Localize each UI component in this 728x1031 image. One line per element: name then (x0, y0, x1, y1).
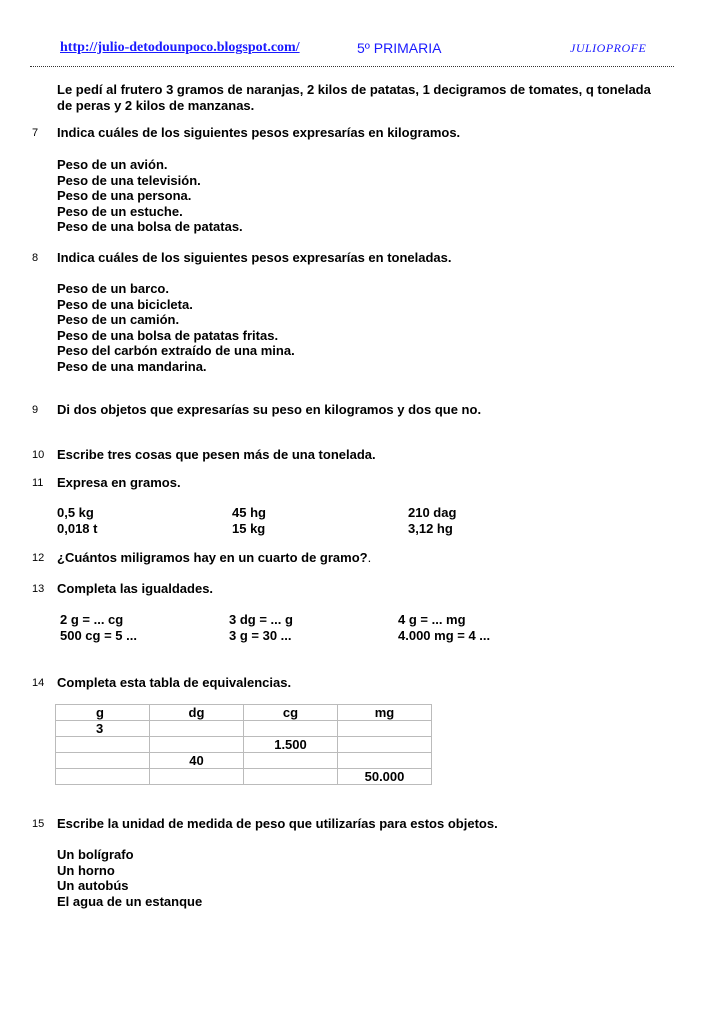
question-number-10: 10 (32, 449, 45, 461)
list-item: Peso del carbón extraído de una mina. (57, 343, 295, 358)
q11-cell: 0,018 t (57, 521, 98, 536)
intro-text (57, 82, 651, 113)
question-14-title: Completa esta tabla de equivalencias. (57, 675, 292, 690)
table-cell[interactable] (244, 769, 338, 785)
table-cell[interactable] (244, 753, 338, 769)
question-number-15: 15 (32, 818, 45, 830)
list-item: Peso de una bolsa de patatas. (57, 219, 243, 234)
table-cell[interactable] (150, 769, 244, 785)
equivalence-table (55, 704, 432, 785)
list-item: Peso de una mandarina. (57, 358, 207, 374)
question-number-13: 13 (32, 583, 45, 595)
table-cell[interactable] (338, 737, 432, 753)
q11-cell: 15 kg (232, 521, 266, 536)
table-cell[interactable]: 3 (56, 721, 150, 737)
list-item: Peso de una bicicleta. (57, 296, 193, 312)
grade-label: 5º PRIMARIA (357, 40, 442, 56)
table-cell[interactable] (150, 737, 244, 753)
table-cell[interactable]: 1.500 (244, 737, 338, 753)
question-8-title: Indica cuáles de los siguientes pesos expresarías en toneladas. (57, 250, 452, 265)
blog-link[interactable]: http://julio-detodounpoco.blogspot.com/ (60, 40, 300, 55)
list-item: Peso de una bolsa de patatas fritas. (57, 327, 279, 343)
table-header-cell: g (56, 705, 150, 721)
table-cell[interactable] (338, 721, 432, 737)
intro-line-2: de peras y 2 kilos de manzanas. (57, 97, 255, 113)
question-number-9: 9 (32, 404, 39, 416)
question-11-title: Expresa en gramos. (57, 475, 181, 490)
intro-line-1: Le pedí al frutero 3 gramos de naranjas, 2 kilos de patatas, 1 decigramos de tomates, q tonelada (57, 82, 651, 97)
q11-cell: 0,5 kg (57, 505, 94, 520)
table-row (56, 705, 432, 721)
list-item: Un autobús (57, 878, 129, 893)
q13-cell: 3 dg = ... g (229, 612, 293, 627)
question-number-8: 8 (32, 252, 39, 264)
q11-cell: 3,12 hg (408, 521, 453, 536)
list-item: Un horno (57, 862, 115, 878)
table-cell[interactable]: 40 (150, 753, 244, 769)
page-header (0, 40, 728, 62)
question-12-tail: . (367, 550, 372, 565)
list-item: Un bolígrafo (57, 847, 134, 862)
question-number-12: 12 (32, 552, 45, 564)
table-cell[interactable] (56, 769, 150, 785)
question-number-11: 11 (32, 477, 44, 489)
list-item: El agua de un estanque (57, 893, 203, 909)
question-8-list (57, 281, 295, 374)
q13-cell: 4 g = ... mg (398, 612, 466, 627)
table-row (56, 753, 432, 769)
table-cell[interactable] (244, 721, 338, 737)
question-12-text: ¿Cuántos miligramos hay en un cuarto de gramo? (57, 550, 368, 565)
q11-cell: 210 dag (408, 505, 457, 520)
q13-cell: 500 cg = 5 ... (60, 628, 137, 643)
table-cell[interactable]: 50.000 (338, 769, 432, 785)
question-15-title: Escribe la unidad de medida de peso que utilizarías para estos objetos. (57, 816, 498, 831)
table-header-cell: dg (150, 705, 244, 721)
question-12-title (57, 550, 371, 566)
question-10-title: Escribe tres cosas que pesen más de una tonelada. (57, 447, 376, 462)
q13-cell: 4.000 mg = 4 ... (398, 628, 491, 643)
question-7-list (57, 157, 243, 235)
question-15-list (57, 847, 202, 909)
question-number-7: 7 (32, 127, 39, 139)
q13-cell: 2 g = ... cg (60, 612, 124, 627)
header-divider (30, 66, 674, 67)
author-label: JULIOPROFE (570, 41, 647, 55)
question-13-title: Completa las igualdades. (57, 581, 214, 596)
table-cell[interactable] (338, 753, 432, 769)
question-number-14: 14 (32, 677, 45, 689)
list-item: Peso de un camión. (57, 312, 180, 327)
list-item: Peso de una televisión. (57, 172, 201, 188)
table-cell[interactable] (56, 737, 150, 753)
table-header-cell: cg (244, 705, 338, 721)
list-item: Peso de un estuche. (57, 203, 183, 219)
table-header-cell: mg (338, 705, 432, 721)
table-row (56, 721, 432, 737)
table-cell[interactable] (56, 753, 150, 769)
q11-cell: 45 hg (232, 505, 266, 520)
q13-cell: 3 g = 30 ... (229, 628, 292, 643)
list-item: Peso de una persona. (57, 188, 192, 203)
list-item: Peso de un barco. (57, 281, 169, 296)
table-row (56, 737, 432, 753)
question-9-title: Di dos objetos que expresarías su peso en kilogramos y dos que no. (57, 402, 482, 417)
table-row (56, 769, 432, 785)
table-cell[interactable] (150, 721, 244, 737)
list-item: Peso de un avión. (57, 157, 168, 172)
question-7-title: Indica cuáles de los siguientes pesos expresarías en kilogramos. (57, 125, 461, 140)
